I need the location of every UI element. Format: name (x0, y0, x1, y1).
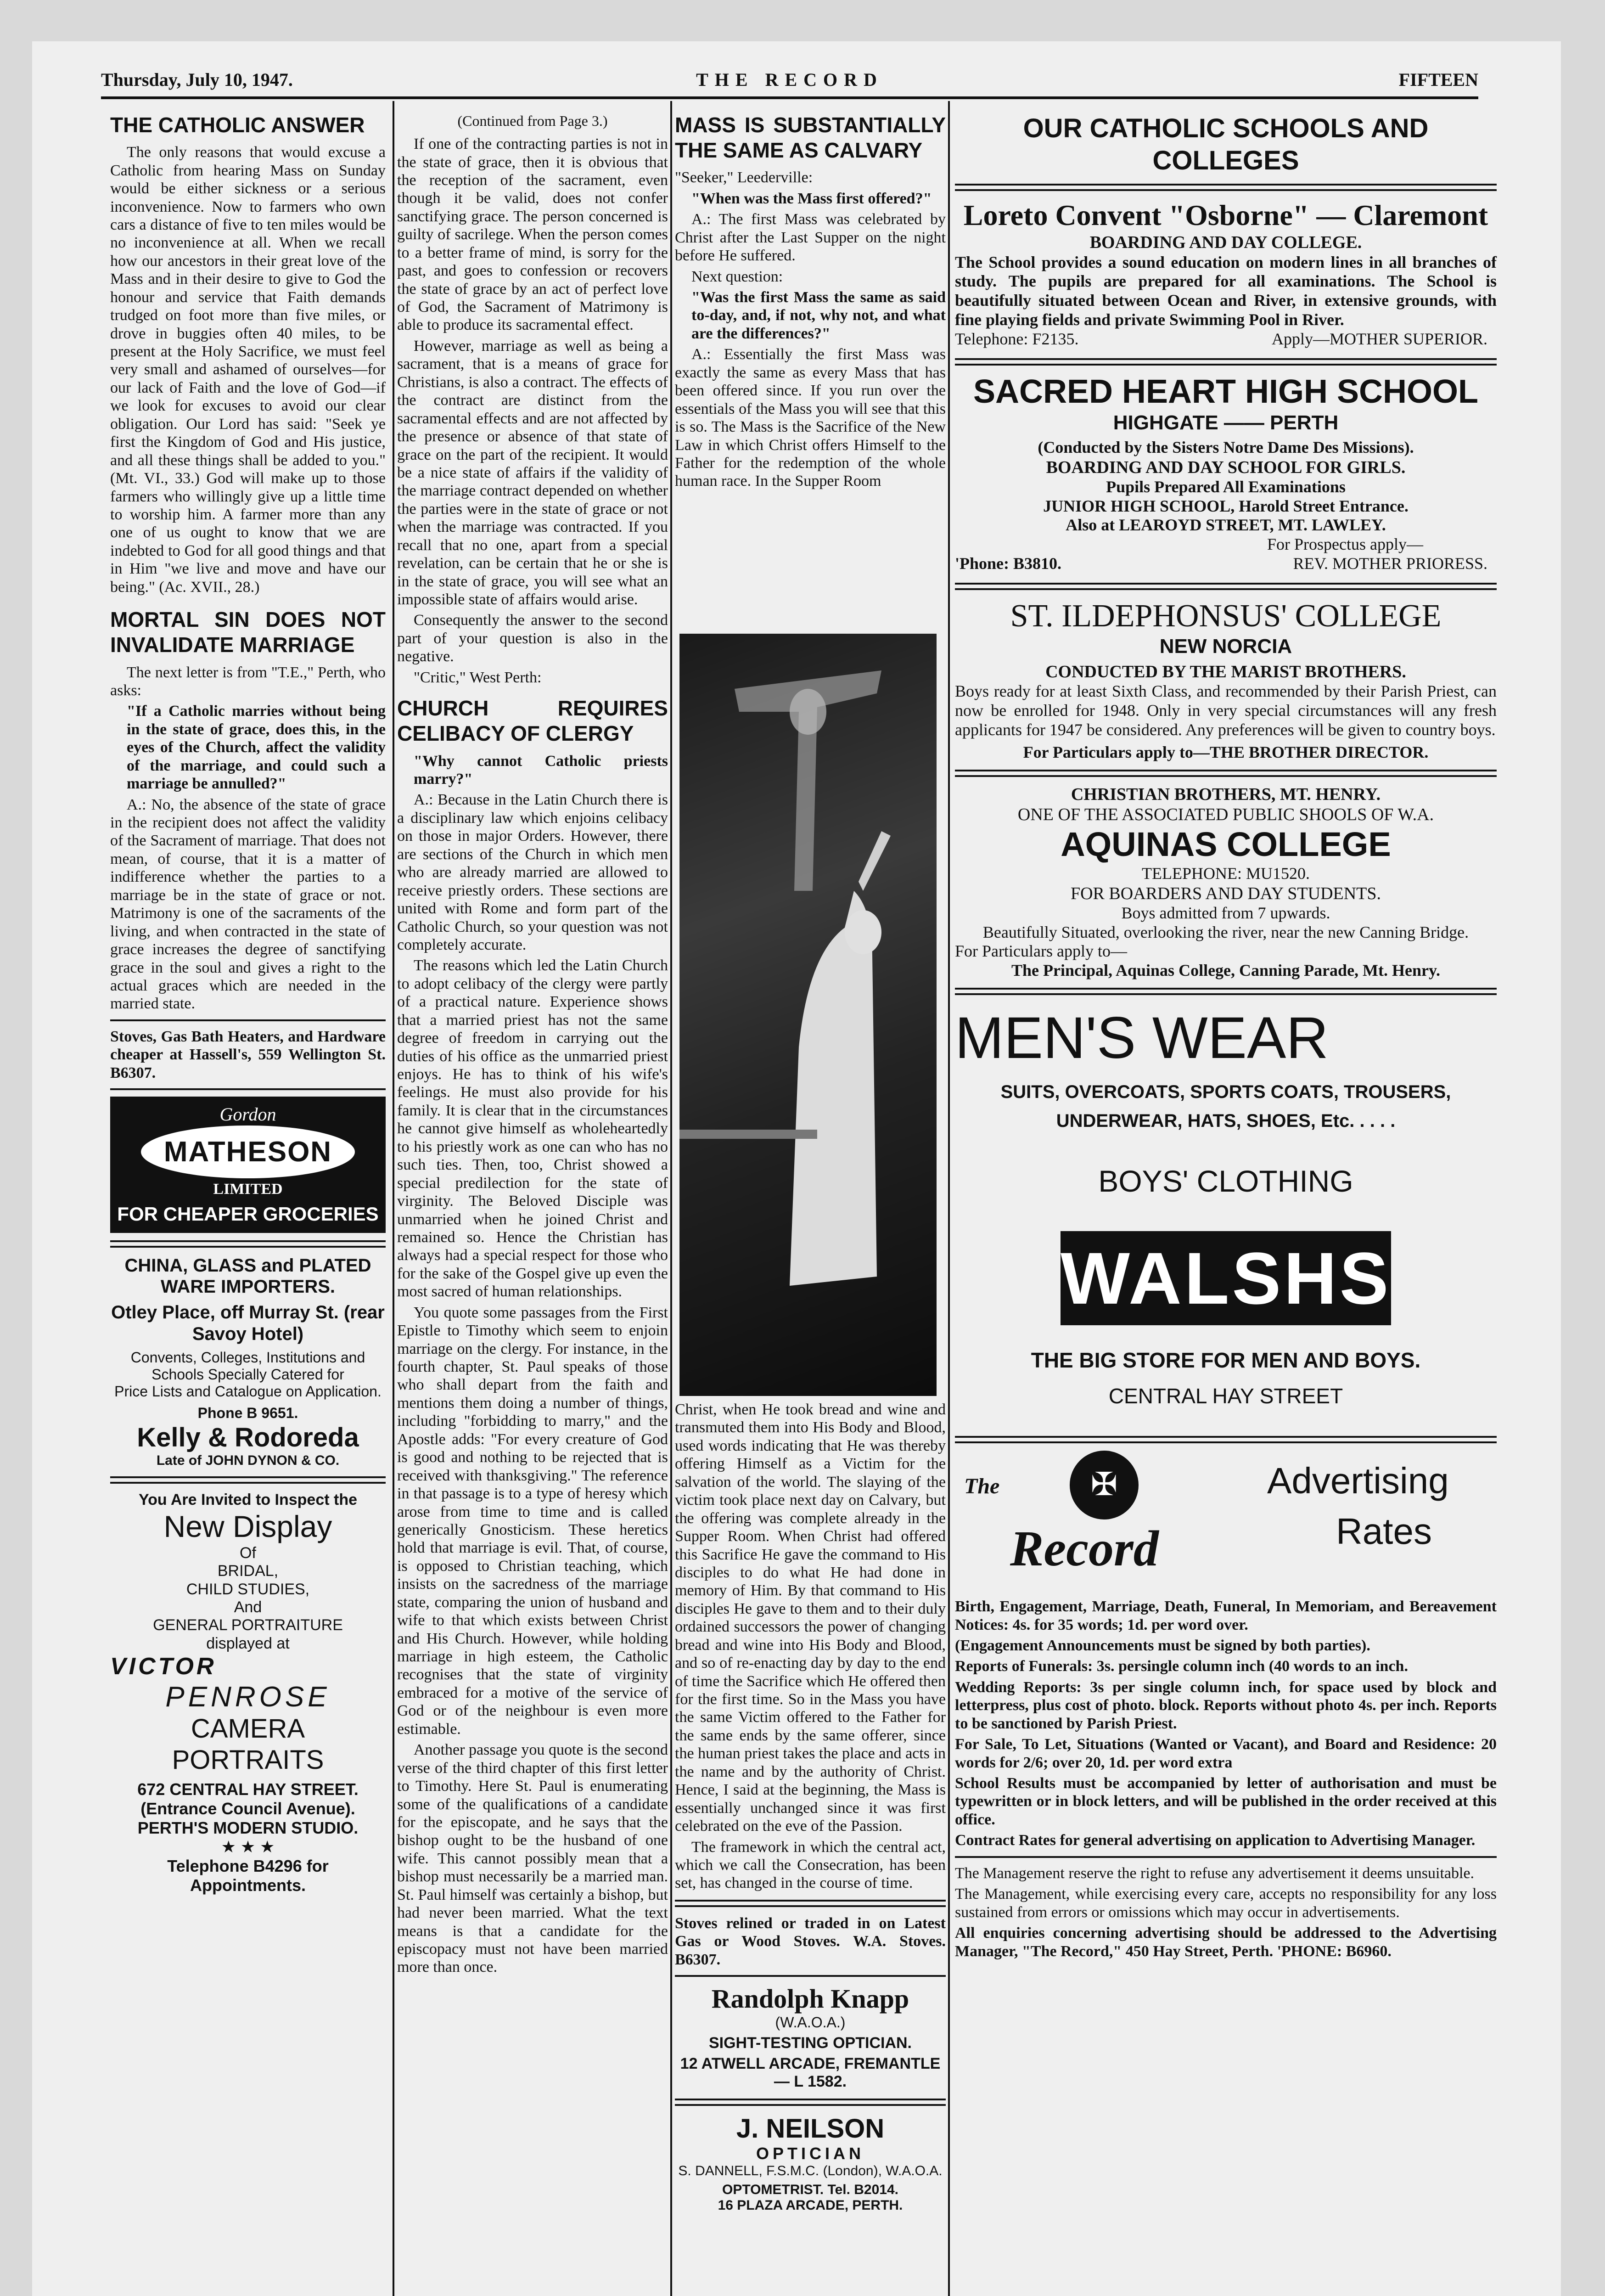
victor-line: BRIDAL, (217, 1562, 279, 1580)
column-1 (110, 113, 386, 1895)
kelly-rodoreda-ad (110, 1255, 386, 1469)
article-paragraph: You quote some passages from the First Epistle to Timothy which seem to enjoin marriage on the clergy. For instance, in the fourth chapter, St. Paul speaks of those who shall depart from the faith and mentions them doing a number of things, including "forbidding to marry," and the Apostle adds: "For every creature of God is good and nothing to be rejected that is received with thanksgiving." The reference in that passage is to a type of heresy which arose from time to time and is called generically Gnosticism. These heretics hold that marriage is evil. That, of course, is opposed to Christian teaching, which insists on the sacredness of the marriage state, comparing the union of husband and wife to that which exists between Christ and His Church. However, while holding marriage in high esteem, the Catholic recognises that the state of virginity embraced for a motive of the service of God or of the neighbour is even more estimable. (397, 1304, 668, 1738)
column-4 (955, 113, 1497, 1963)
column-divider (948, 101, 950, 2296)
headline-catholic-answer: THE CATHOLIC ANSWER (110, 113, 365, 137)
headline-mass-calvary: MASS IS SUBSTANTIALLY THE SAME AS CALVARY (675, 113, 946, 163)
reader-question: "When was the Mass first offered?" (691, 190, 932, 207)
walsh-line: SUITS, OVERCOATS, SPORTS COATS, TROUSERS, (1000, 1082, 1451, 1103)
victor-line: And (234, 1598, 262, 1616)
aquinas-line: The Principal, Aquinas College, Canning Parade, Mt. Henry. (1011, 961, 1441, 980)
article-paragraph: The next letter is from "T.E.," Perth, who asks: (110, 664, 386, 699)
record-the: The (964, 1474, 1000, 1499)
article-paragraph: A.: No, the absence of the state of grace in the recipient does not affect the validity of the Sacrament of marriage. That does not mean, of course, that it is a matter of indifference whether the parties to a marriage be in the state of grace or not. Matrimony is one of the sacraments of the living, and when contracted in the state of grace increases the degree of sanctifying grace in the soul and gives a right to the actual graces which are needed in the married state. (110, 796, 386, 1013)
article-paragraph: If one of the contracting parties is not in the state of grace, then it is obvious that the reception of the sacrament, even though it be valid, does not confer sanctifying grace. The person concerned is guilty of sacrilege. When the person comes to a better frame of mind, is sorry for the past, and goes to confession or recovers the state of grace by an act of perfect love of God, the Sacrament of Matrimony is able to produce its sacramental effect. (397, 135, 668, 334)
divider (955, 770, 1497, 777)
rate-item: Wedding Reports: 3s per single column inch, for space used by block and letterpress, plus cost of photo. block. Reports without photo 4s. per inch. Reports to be sanctioned by Parish Priest. (955, 1678, 1497, 1732)
rate-note: The Management reserve the right to refuse any advertisement it deems unsuitable. (955, 1864, 1475, 1882)
loreto-ad (955, 198, 1497, 350)
loreto-apply: Apply—MOTHER SUPERIOR. (1271, 329, 1487, 348)
kelly-name: Kelly & Rodoreda (137, 1422, 359, 1452)
rate-item: Birth, Engagement, Marriage, Death, Funeral, In Memoriam, and Bereavement Notices: 4s. for 35 words; 1d. per word over. (955, 1598, 1497, 1633)
rate-item: Reports of Funerals: 3s. persingle column inch (40 words to an inch. (955, 1658, 1408, 1675)
divider (110, 1240, 386, 1248)
loreto-body: The School provides a sound education on modern lines in all branches of study. The pupils are prepared for all examinations. The School is beautifully situated between Ocean and River, in extensive grounds, with fine playing fields and private Swimming Pool in River. (955, 253, 1497, 329)
neilson-line: S. DANNELL, F.S.M.C. (London), W.A.O.A. (678, 2163, 943, 2178)
kelly-line: Otley Place, off Murray St. (rear Savoy Hotel) (111, 1302, 385, 1344)
article-paragraph: The framework in which the central act, which we call the Consecration, has been set, has changed in the course of time. (675, 1838, 946, 1892)
sacred-line: For Prospectus apply— (1267, 535, 1423, 554)
ild-body: Boys ready for at least Sixth Class, and recommended by their Parish Priest, can now be enrolled for 1948. Only in very special circumstances will any fresh applicants for 1947 be considered. Any preferences will be given to country boys. (955, 682, 1497, 739)
knapp-ad (675, 1983, 946, 2091)
reader-question: "Why cannot Catholic priests marry?" (414, 752, 668, 788)
header-rule (101, 96, 1478, 99)
sacred-line: JUNIOR HIGH SCHOOL, Harold Street Entrance. (1043, 496, 1409, 515)
victor-line: You Are Invited to Inspect the (138, 1491, 358, 1508)
knapp-line: SIGHT-TESTING OPTICIAN. (708, 2034, 912, 2052)
sacred-line: Pupils Prepared All Examinations (1106, 477, 1346, 496)
article-paragraph: Next question: (691, 268, 783, 285)
headline-celibacy: CHURCH REQUIRES CELIBACY OF CLERGY (397, 696, 668, 746)
rate-item: (Engagement Announcements must be signed by both parties). (955, 1637, 1370, 1654)
ild-sub: NEW NORCIA (1159, 635, 1292, 658)
article-paragraph: Another passage you quote is the second verse of the third chapter of this first letter to Timothy. Here St. Paul is enumerating some of the qualifications of a candidate for the episcopate, and he says that the bishop ought to be the husband of one wife. This cannot possibly mean that a bishop must necessarily be a married man. St. Paul himself was certainly a bishop, but had never been married. What the text means is that a candidate for the episcopacy must not have been married more than once. (397, 1741, 668, 1976)
knapp-name: Randolph Knapp (711, 1984, 909, 2014)
divider (675, 1900, 946, 1907)
loreto-sub: BOARDING AND DAY COLLEGE. (1089, 233, 1362, 253)
column-divider (393, 101, 394, 2296)
rate-item: Contract Rates for general advertising on application to Advertising Manager. (955, 1832, 1476, 1849)
aquinas-line: For Particulars apply to— (955, 942, 1127, 961)
reader-question: "If a Catholic marries without being in the state of grace, does this, in the eyes of the Church, affect the validity of the marriage, and could such a marriage be annulled?" (127, 703, 386, 793)
article-paragraph: However, marriage as well as being a sacrament, that is a means of grace for Christians, is also a contract. The effects of the contract are distinct from the sacramental effects and are not affected by the presence or absence of that state of grace on the part of the recipient. It would be a nice state of affairs if the validity of the marriage contract depended on whether the parties were in the state of grace or not when the marriage was contracted. If you recall that no one, apart from a special revelation, can be certain that he or she is in the state of grace, you will see what an impossible state of affairs would arise. (397, 337, 668, 608)
divider (110, 1019, 386, 1021)
page-header (101, 69, 1478, 96)
divider (955, 184, 1497, 191)
walsh-line: UNDERWEAR, HATS, SHOES, Etc. . . . . (1056, 1110, 1396, 1131)
column-3-bottom (675, 1401, 946, 2214)
article-paragraph: Christ, when He took bread and wine and transmuted them into His Body and Blood, used words indicating that He was thereby offering Himself as a Victim for the salvation of the world. The slaying of the victim took place next day on Calvary, but the offering was complete already in the Supper Room. When Christ had offered this Sacrifice He gave the command to His disciples to do what He had done in memory of Him. By that command to His disciples He gave to them and to their duly ordained successors the power of changing bread and wine into His Body and Blood, and so of re-enacting day by day to the end of time the Sacrifice which He offered then for the first time. So in the Mass you have the same Victim offered to the Father for the same ends by the same offerer, since the human priest takes the place and acts in the name and by the authority of Christ. Hence, I said at the beginning, the Mass is essentially unchanged since it was first celebrated on the eve of the Passion. (675, 1401, 946, 1835)
divider (955, 988, 1497, 995)
divider (955, 583, 1497, 590)
victor-line: Of (240, 1544, 256, 1562)
neilson-name: J. NEILSON (736, 2113, 885, 2144)
aquinas-line: ONE OF THE ASSOCIATED PUBLIC SHOOLS OF W.A. (1017, 805, 1434, 825)
sacred-title: SACRED HEART HIGH SCHOOL (973, 373, 1479, 410)
victor-line: 672 CENTRAL HAY STREET. (137, 1780, 359, 1799)
sacred-line: BOARDING AND DAY SCHOOL FOR GIRLS. (1046, 457, 1406, 477)
photo-illustration (679, 634, 937, 1396)
aquinas-line: Beautifully Situated, overlooking the river, near the new Canning Bridge. (982, 923, 1469, 941)
kelly-phone: Phone B 9651. (197, 1405, 298, 1422)
record-logo-text: Record (1010, 1520, 1159, 1577)
walsh-boys: BOYS' CLOTHING (1098, 1164, 1353, 1199)
article-paragraph: A.: Essentially the first Mass was exactly the same as every Mass that has been offered since. If you run over the essentials of the Mass you will see that this is so. The Mass is the Sacrifice of the New Law in which Christ offers Himself to the Father for the redemption of the whole human race. In the Supper Room (675, 346, 946, 490)
article-paragraph: Consequently the answer to the second part of your question is also in the negative. (397, 612, 668, 665)
matheson-sub: LIMITED (213, 1181, 283, 1198)
knapp-line: 12 ATWELL ARCADE, FREMANTLE — L 1582. (680, 2054, 941, 2091)
column-3-top (675, 113, 946, 493)
article-paragraph: "Critic," West Perth: (414, 669, 542, 686)
sacred-phone: 'Phone: B3810. (955, 554, 1062, 573)
victor-line: New Display (163, 1509, 332, 1544)
article-paragraph: A.: The first Mass was celebrated by Christ after the Last Supper on the night before He suffered. (675, 211, 946, 264)
knapp-line: (W.A.O.A.) (775, 2014, 846, 2031)
rate-item: School Results must be accompanied by letter of authorisation and must be typewritten or in block letters, and will be published in the order received at this office. (955, 1775, 1497, 1828)
divider (675, 1975, 946, 1977)
walshs-logo: WALSHS (1061, 1231, 1391, 1326)
rate-note: All enquiries concerning advertising should be addressed to the Advertising Manager, "The Record," 450 Hay Street, Perth. 'PHONE: B6960. (955, 1925, 1497, 1960)
victor-line: (Entrance Council Avenue). (140, 1799, 355, 1818)
article-paragraph: The reasons which led the Latin Church to adopt celibacy of the clergy were partly of a practical nature. Experience shows that a married priest has not the same degree of freedom in carrying out the duties of his office as the unmarried priest enjoys. He has to think of his wife's feelings. He must also provide for his family. It is clear that in the circumstances he cannot give himself as wholeheartedly to his priestly work as one can who has no such ties. Then, too, Christ showed a special predilection for the state of virginity. The Beloved Disciple was unmarried when he joined Christ and remained so. Hence the Christian has always had a special respect for those who for the sake of the Gospel give up even the most sacred of human relationships. (397, 957, 668, 1300)
matheson-tagline: FOR CHEAPER GROCERIES (117, 1203, 379, 1225)
sacred-line: (Conducted by the Sisters Notre Dame Des Missions). (1038, 438, 1414, 457)
victor-line: PORTRAITS (172, 1745, 324, 1775)
divider (955, 1436, 1497, 1443)
ad-stoves-hassells: Stoves, Gas Bath Heaters, and Hardware cheaper at Hassell's, 559 Wellington St. B6307. (110, 1028, 386, 1081)
victor-line: Telephone B4296 for Appointments. (167, 1857, 329, 1895)
victor-line: PENROSE (165, 1681, 331, 1713)
neilson-line: OPTOMETRIST. Tel. B2014. (722, 2182, 898, 2197)
kelly-late: Late of JOHN DYNON & CO. (156, 1452, 340, 1468)
article-paragraph: "Seeker," Leederville: (675, 169, 813, 186)
advertising-rates-box (955, 1451, 1497, 1960)
aquinas-tel: TELEPHONE: MU1520. (1142, 864, 1310, 883)
divider (110, 1476, 386, 1484)
crucifix-priest-photo (679, 634, 937, 1396)
rate-item: For Sale, To Let, Situations (Wanted or Vacant), and Board and Residence: 20 words for 2/6; over 20, 1d. per word extra (955, 1736, 1497, 1771)
walsh-line: THE BIG STORE FOR MEN AND BOYS. (1031, 1348, 1421, 1373)
ild-title: ST. ILDEPHONSUS' COLLEGE (1010, 598, 1442, 634)
kelly-line: CHINA, GLASS and PLATED WARE IMPORTERS. (124, 1255, 371, 1297)
loreto-tel: Telephone: F2135. (955, 329, 1079, 348)
ildephonsus-ad (955, 597, 1497, 762)
article-paragraph: A.: Because in the Latin Church there is a disciplinary law which enjoins celibacy on those in major Orders. However, there are sections of the Church in which men who are already married are allowed to receive priestly orders. These sections are united with Rome and form part of the Catholic Church, so your question was not completely accurate. (397, 791, 668, 953)
kelly-line: Convents, Colleges, Institutions and Schools Specially Catered for (130, 1349, 365, 1383)
victor-line: CHILD STUDIES, (186, 1580, 310, 1598)
victor-line: PERTH'S MODERN STUDIO. (137, 1818, 359, 1837)
divider (955, 1856, 1497, 1858)
headline-schools: OUR CATHOLIC SCHOOLS AND COLLEGES (1023, 113, 1429, 175)
page-number: FIFTEEN (1398, 69, 1478, 90)
rate-note: The Management, while exercising every care, accepts no responsibility for any loss sustained from errors or omissions which may occur in advertisements. (955, 1885, 1497, 1921)
aquinas-line: CHRISTIAN BROTHERS, MT. HENRY. (1071, 785, 1381, 805)
sacred-line: REV. MOTHER PRIORESS. (1293, 554, 1487, 573)
sacred-line: Also at LEAROYD STREET, MT. LAWLEY. (1066, 516, 1386, 535)
victor-line: VICTOR (110, 1653, 217, 1680)
rates-title-2: Rates (1336, 1511, 1432, 1552)
column-2 (397, 113, 668, 1979)
victor-line: displayed at (206, 1634, 290, 1652)
sacred-sub: HIGHGATE —— PERTH (1113, 411, 1339, 434)
divider (110, 1088, 386, 1090)
neilson-line: OPTICIAN (756, 2144, 864, 2163)
victor-line: GENERAL PORTRAITURE (153, 1616, 343, 1634)
divider (955, 358, 1497, 366)
headline-mortal-sin: MORTAL SIN DOES NOT INVALIDATE MARRIAGE (110, 608, 386, 657)
kelly-line: Price Lists and Catalogue on Application. (114, 1383, 382, 1400)
matheson-logo (110, 1097, 386, 1232)
aquinas-line: FOR BOARDERS AND DAY STUDENTS. (1070, 884, 1381, 903)
matheson-script: Gordon (219, 1104, 276, 1125)
ad-stoves-wa: Stoves relined or traded in on Latest Gas or Wood Stoves. W.A. Stoves. B6307. (675, 1914, 946, 1968)
aquinas-ad (955, 784, 1497, 980)
continued-note: (Continued from Page 3.) (457, 113, 608, 129)
ild-line: For Particulars apply to—THE BROTHER DIRECTOR. (1023, 743, 1429, 762)
walshs-ad (955, 1004, 1497, 1408)
issue-date: Thursday, July 10, 1947. (101, 69, 293, 90)
dragon-emblem-icon: ✠ (1070, 1451, 1139, 1519)
rates-title: Advertising (1267, 1460, 1449, 1502)
divider (675, 2099, 946, 2106)
article-paragraph: The only reasons that would excuse a Catholic from hearing Mass on Sunday would be either sickness or a serious inconvenience. Now to farmers who own cars a distance of five to ten miles would be no inconvenience at all. When we recall how our ancestors in their great love of the Mass and in their desire to give to God the honour and service that Faith demands trudged on foot more than five miles, or drove in buggies often 40 miles, to be present at the Holy Sacrifice, we must feel very small and ashamed of ourselves—for our lack of Faith and the love of God—if we look for excuses to avoid our clear obligation. Our Lord has said: "Seek ye first the Kingdom of God and His justice, and all these things shall be added to you." (Mt. VI., 33.) God will make up to those farmers who willingly give up a little time to worship him. A farmer more than any one of us ought to know that we are indebted to God for all good things and that in Him "we live and move and have our being." (Ac. XVII., 28.) (110, 144, 386, 596)
ild-line: CONDUCTED BY THE MARIST BROTHERS. (1045, 662, 1406, 682)
walsh-heading: MEN'S WEAR (955, 1005, 1329, 1071)
neilson-ad (675, 2113, 946, 2214)
matheson-name: MATHESON (141, 1125, 355, 1179)
victor-penrose-ad (110, 1491, 386, 1895)
loreto-title: Loreto Convent "Osborne" — Claremont (963, 199, 1488, 232)
walsh-line: CENTRAL HAY STREET (1108, 1384, 1343, 1408)
victor-line: CAMERA (191, 1714, 305, 1744)
aquinas-line: Boys admitted from 7 upwards. (1121, 903, 1330, 922)
sacred-heart-ad (955, 373, 1497, 575)
star-icons: ★ ★ ★ (221, 1837, 275, 1857)
aquinas-title: AQUINAS COLLEGE (1061, 825, 1391, 864)
column-divider (670, 101, 672, 2296)
neilson-line: 16 PLAZA ARCADE, PERTH. (718, 2198, 903, 2213)
reader-question: "Was the first Mass the same as said to-day, and, if not, why not, and what are the differences?" (691, 289, 946, 342)
masthead: THE RECORD (696, 69, 883, 90)
